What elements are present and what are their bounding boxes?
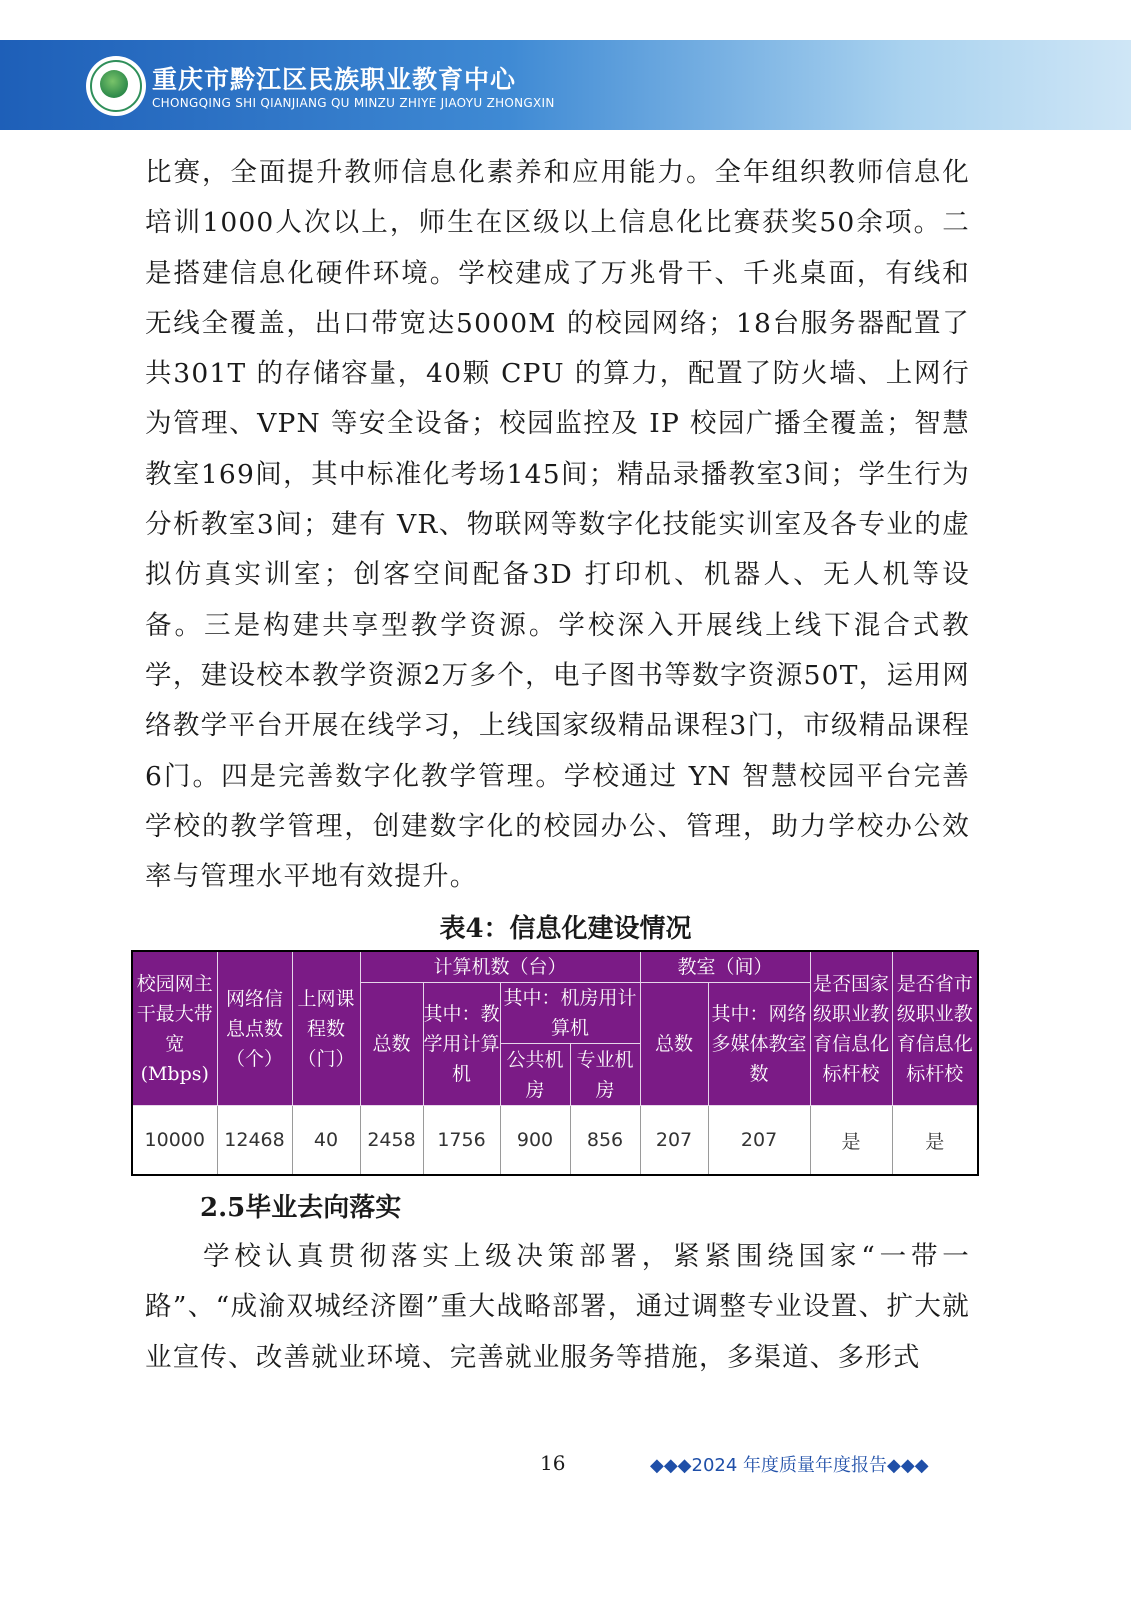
info-construction-table xyxy=(131,950,979,1176)
footer-report-title: ◆◆◆2024 年度质量年度报告◆◆◆ xyxy=(650,1455,929,1476)
table-caption: 表4：信息化建设情况 xyxy=(439,914,692,944)
header-teaching-computers: 其中：教学用计算机 xyxy=(423,983,500,1106)
header-computers-total: 总数 xyxy=(360,983,423,1106)
body-paragraph-2: 学校认真贯彻落实上级决策部署，紧紧围绕国家“一带一路”、“成渝双城经济圈”重大战略部署，通过调整专业设置、扩大就业宣传、改善就业环境、完善就业服务等措施，多渠道、多形式 xyxy=(145,1241,970,1373)
body-paragraph-1: 比赛，全面提升教师信息化素养和应用能力。全年组织教师信息化培训1000人次以上，师生在区级以上信息化比赛获奖50余项。二是搭建信息化硬件环境。学校建成了万兆骨干、千兆桌面，有线和无线全覆盖，出口带宽达5000M 的校园网络；18台服务器配置了共301T 的存储容量，40颗 CPU 的算力，配置了防火墙、上网行为管理、VPN 等安全设备；校园监控及 IP 校园广播全覆盖；智慧教室169间，其中标准化考场145间；精品录播教室3间；学生行为分析教室3间；建有 VR、物联网等数字化技能实训室及各专业的虚拟仿真实训室；创客空间配备3D 打印机、机器人、无人机等设备。三是构建共享型教学资源。学校深入开展线上线下混合式教学，建设校本教学资源2万多个，电子图书等数字资源50T，运用网络教学平台开展在线学习，上线国家级精品课程3门，市级精品课程6门。四是完善数字化教学管理。学校通过 YN 智慧校园平台完善学校的教学管理，创建数字化的校园办公、管理，助力学校办公效率与管理水平地有效提升。 xyxy=(145,157,970,893)
org-name-chinese: 重庆市黔江区民族职业教育中心 xyxy=(152,65,517,94)
cell-info-points: 12468 xyxy=(217,1106,292,1176)
header-online-courses: 上网课程数（门） xyxy=(292,951,360,1106)
header-specialized-lab: 专业机房 xyxy=(570,1044,640,1106)
cell-municipal-benchmark: 是 xyxy=(892,1106,978,1176)
header-lab-computers-group: 其中：机房用计算机 xyxy=(500,983,640,1044)
header-classrooms-group: 教室（间） xyxy=(640,951,810,983)
table-row xyxy=(132,1106,978,1176)
header-computers-group: 计算机数（台） xyxy=(360,951,640,983)
header-classrooms-total: 总数 xyxy=(640,983,708,1106)
logo-globe-icon xyxy=(100,70,128,98)
cell-online-courses: 40 xyxy=(292,1106,360,1176)
cell-multimedia-classrooms: 207 xyxy=(708,1106,810,1176)
header-national-benchmark: 是否国家级职业教育信息化标杆校 xyxy=(810,951,892,1106)
cell-specialized-lab: 856 xyxy=(570,1106,640,1176)
header-backbone-bandwidth: 校园网主干最大带宽(Mbps) xyxy=(132,951,217,1106)
header-multimedia-classrooms: 其中：网络多媒体教室数 xyxy=(708,983,810,1106)
info-construction-table-wrap xyxy=(131,950,977,1176)
cell-public-lab: 900 xyxy=(500,1106,570,1176)
cell-computers-total: 2458 xyxy=(360,1106,423,1176)
cell-backbone-bandwidth: 10000 xyxy=(132,1106,217,1176)
school-logo xyxy=(86,56,146,116)
cell-teaching-computers: 1756 xyxy=(423,1106,500,1176)
org-name-pinyin: CHONGQING SHI QIANJIANG QU MINZU ZHIYE JIAOYU ZHONGXIN xyxy=(152,96,555,110)
cell-national-benchmark: 是 xyxy=(810,1106,892,1176)
header-info-points: 网络信息点数（个） xyxy=(217,951,292,1106)
header-public-lab: 公共机房 xyxy=(500,1044,570,1106)
header-municipal-benchmark: 是否省市级职业教育信息化标杆校 xyxy=(892,951,978,1106)
cell-classrooms-total: 207 xyxy=(640,1106,708,1176)
page-number: 16 xyxy=(540,1451,566,1475)
header-banner xyxy=(0,40,1131,130)
section-title: 2.5毕业去向落实 xyxy=(200,1193,402,1223)
